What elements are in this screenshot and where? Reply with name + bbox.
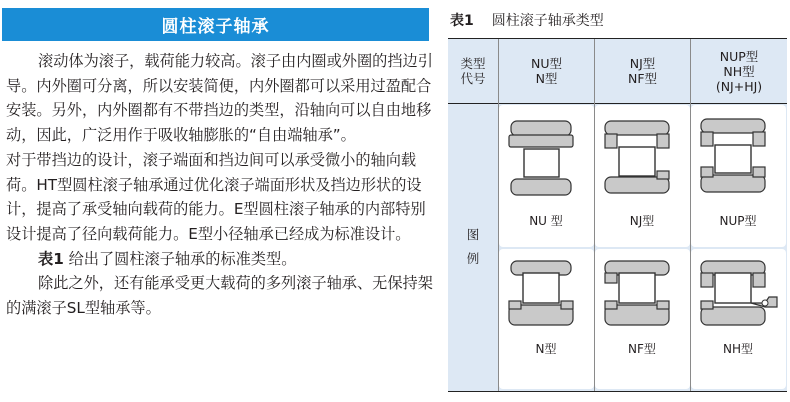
figure-label-n: N型 [535,342,557,356]
paragraph-2: 对于带挡边的设计，滚子端面和挡边间可以承受微小的轴向载荷。HT型圆柱滚子轴承通过优化滚子端面形状及挡边形状的设计，提高了承受轴向载荷的能力。E型圆柱滚子轴承的内部特别设计提高了径向载荷能力。E型小径轴承已经成为标准设计。 [6,150,426,243]
table-caption-text: 圆柱滚子轴承类型 [491,13,604,29]
header-n: N型 [535,71,558,86]
nh-bearing-icon [691,249,786,389]
section-title-bar [2,8,429,41]
header-col-nu-n [499,39,594,103]
nf-bearing-icon [595,249,690,389]
nup-bearing-icon [691,105,786,247]
figure-cell-nh [691,249,786,389]
figure-label-nu: NU 型 [529,214,563,228]
table-reference [6,247,434,272]
header-nj: NJ型 [629,56,656,71]
header-nup: NUP型 [719,48,759,64]
table-column [448,0,790,402]
figure-cell-n [499,249,594,389]
header-col-nup-nh [691,39,787,103]
figure-label-nj: NJ型 [629,214,655,228]
nj-bearing-icon [595,105,690,247]
header-nh: NH型 [723,63,755,79]
paragraph-1: 滚动体为滚子，载荷能力较高。滚子由内圈或外圈的挡边引导。内外圈可分离，所以安装简便，内外圈都可以采用过盈配合安装。另外，内外圈都有不带挡边的类型，沿轴向可以自由地移动，因此，广泛用作于吸收轴膨胀的“自由端轴承”。 [6,52,433,145]
header-nu: NU型 [531,56,562,71]
section-title: 圆柱滚子轴承 [161,17,270,37]
row-label-figures [448,103,498,391]
bearing-types-table [448,38,787,392]
figure-cell-nu [499,105,594,247]
row-label-char-1: 图 [466,227,480,242]
nu-bearing-icon [499,105,594,247]
table-caption [450,10,604,30]
table-caption-number: 表1 [450,13,474,29]
table-reference-link: 表1 [38,249,64,268]
figure-label-nup: NUP型 [719,214,757,228]
paragraph-closing: 除此之外，还有能承受更大载荷的多列滚子轴承、无保持架的满滚子SL型轴承等。 [6,274,433,318]
n-bearing-icon [499,249,594,389]
figure-label-nf: NF型 [628,342,656,356]
figure-cell-nup [691,105,786,247]
row-label-char-2: 例 [466,251,480,266]
figure-cell-nj [595,105,690,247]
figure-cell-nf [595,249,690,389]
table-reference-text: 给出了圆柱滚子轴承的标准类型。 [63,249,297,268]
header-code-label: 代号 [460,71,486,86]
header-col-nj-nf [595,39,690,103]
header-nf: NF型 [627,71,658,86]
header-nj-hj: (NJ+HJ) [715,78,763,94]
header-type-code [448,39,498,103]
header-type-label: 类型 [460,56,486,71]
figure-label-nh: NH型 [722,342,754,356]
article-body [6,49,434,321]
